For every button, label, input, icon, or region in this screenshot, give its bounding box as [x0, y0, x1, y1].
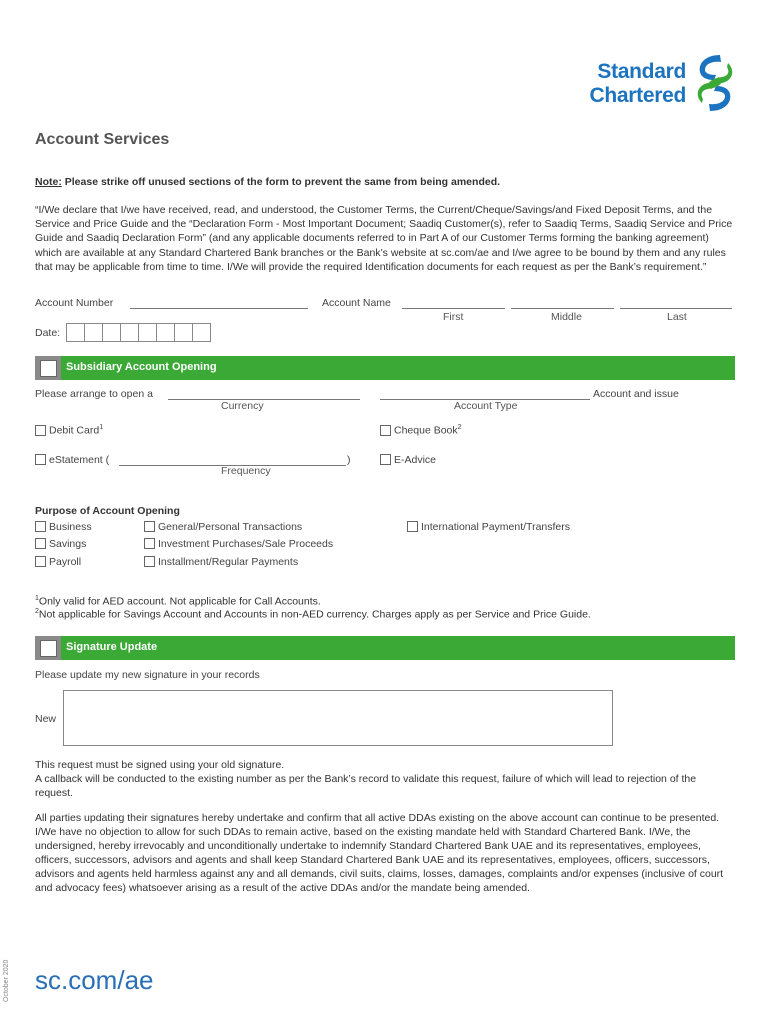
arrange-label: Please arrange to open a	[35, 388, 153, 400]
purpose-option[interactable]	[35, 538, 86, 550]
footnote-ref-1: 1	[99, 424, 104, 431]
page-title: Account Services	[35, 131, 170, 148]
footnote-1-text: Only valid for AED account. Not applicable for Call Accounts.	[38, 595, 321, 608]
date-box[interactable]	[84, 323, 103, 342]
last-name-field[interactable]	[620, 308, 732, 309]
purpose-checkbox[interactable]	[35, 538, 46, 549]
subsidiary-section-header	[35, 356, 735, 380]
signature-section-title: Signature Update	[66, 641, 158, 653]
signature-indemnity-paragraph: All parties updating their signatures hereby undertake and confirm that all active DDAs existing on the above account can continue to be presented. I/We have no objection to allow for such DDAs to remain active, based on the existing mandate held with Standard Chartered Bank. I/We, the undersigned, hereby irrevocably and unconditionally undertake to indemnify Standard Chartered Bank UAE and its representatives, employees, officers, successors, advisors and agents and shall keep Standard Chartered Bank UAE and its representatives, employees, officers, successors, advisors and agents held harmless against any and all demands, civil suits, claims, losses, damages, complaints and/or expenses (inclusive of court and advocacy fees) whatsoever arising as a result of the active DDAs and/or the mandate being amended.	[35, 812, 724, 894]
purpose-option[interactable]	[144, 521, 302, 533]
first-name-field[interactable]	[402, 308, 505, 309]
estatement-checkbox[interactable]	[35, 454, 46, 465]
new-signature-label: New	[35, 713, 57, 725]
footnote-1	[35, 595, 321, 608]
last-name-caption: Last	[667, 311, 687, 323]
debit-card-checkbox[interactable]	[35, 425, 46, 436]
account-type-caption: Account Type	[454, 400, 518, 412]
note-text	[35, 176, 500, 188]
subsidiary-section-title: Subsidiary Account Opening	[66, 361, 217, 373]
purpose-option[interactable]	[35, 556, 81, 568]
estatement-close-paren: )	[347, 454, 351, 466]
currency-field[interactable]	[168, 399, 360, 400]
purpose-checkbox[interactable]	[35, 556, 46, 567]
date-box[interactable]	[120, 323, 139, 342]
footnote-ref-2: 2	[457, 424, 462, 431]
subsidiary-section-checkbox[interactable]	[35, 356, 61, 380]
footer-url: sc.com/ae	[35, 965, 154, 995]
purpose-option[interactable]	[144, 538, 333, 550]
purpose-option[interactable]	[407, 521, 570, 533]
date-box[interactable]	[174, 323, 193, 342]
estatement-option[interactable]	[35, 454, 109, 466]
footnote-2	[35, 608, 591, 621]
frequency-caption: Frequency	[221, 465, 271, 477]
date-box[interactable]	[156, 323, 175, 342]
account-number-field[interactable]	[130, 308, 308, 309]
estatement-label: eStatement (	[49, 454, 110, 466]
purpose-checkbox[interactable]	[35, 521, 46, 532]
purpose-checkbox[interactable]	[144, 521, 155, 532]
middle-name-field[interactable]	[511, 308, 614, 309]
purpose-checkbox[interactable]	[144, 538, 155, 549]
logo-line-1: Standard	[597, 60, 686, 83]
signature-callback-paragraph: This request must be signed using your old signature. A callback will be conducted to the existing number as per the Bank’s record to validate this request, failure of which will lead to rejection of the request.	[35, 759, 697, 799]
new-signature-box[interactable]	[63, 690, 613, 746]
purpose-label: General/Personal Transactions	[158, 521, 303, 533]
purpose-label: Business	[49, 521, 92, 533]
e-advice-checkbox[interactable]	[380, 454, 391, 465]
date-box[interactable]	[138, 323, 157, 342]
signature-section-checkbox[interactable]	[35, 636, 61, 660]
purpose-label: Investment Purchases/Sale Proceeds	[158, 538, 334, 550]
account-number-label: Account Number	[35, 297, 114, 309]
date-box[interactable]	[192, 323, 211, 342]
brand-logo-text	[590, 60, 687, 108]
debit-card-label: Debit Card	[49, 424, 100, 437]
account-name-label: Account Name	[322, 297, 391, 309]
date-box[interactable]	[102, 323, 121, 342]
purpose-checkbox[interactable]	[407, 521, 418, 532]
signature-instruction: Please update my new signature in your records	[35, 669, 260, 681]
account-issue-label: Account and issue	[593, 388, 679, 400]
cheque-book-label: Cheque Book	[394, 424, 458, 437]
signature-section-header	[35, 636, 735, 660]
purpose-label: Installment/Regular Payments	[158, 556, 299, 568]
footnote-2-marker: 2	[35, 608, 39, 615]
debit-card-option[interactable]	[35, 424, 103, 437]
purpose-option[interactable]	[35, 521, 92, 533]
logo-line-2: Chartered	[589, 84, 686, 107]
purpose-label: International Payment/Transfers	[421, 521, 571, 533]
standard-chartered-logo-icon	[692, 53, 738, 113]
declaration-paragraph: “I/We declare that I/we have received, read, and understood, the Customer Terms, the Current/Cheque/Savings/and Fixed Deposit Terms, and the Service and Price Guide and the “Declaration Form - Most Important Document; Saadiq Customer(s), refer to Saadiq Terms, Saadiq Service and Price Guide and Saadiq Declaration Form” (and any applicable documents referred to in Part A of our Customer Terms forming the banking agreement) which are available at any Standard Chartered Bank branches or the Bank’s website at sc.com/ae and I/we agree to be bound by them and any rules that may be applicable from time to time. I/We will provide the required Identification documents for each request as per the Bank’s requirement.”	[35, 204, 733, 273]
date-boxes[interactable]	[66, 323, 210, 343]
first-name-caption: First	[443, 311, 464, 323]
footnote-2-text: Not applicable for Savings Account and Accounts in non-AED currency. Charges apply as per Service and Price Guide.	[38, 608, 591, 621]
purpose-title: Purpose of Account Opening	[35, 505, 180, 517]
purpose-checkbox[interactable]	[144, 556, 155, 567]
footnote-1-marker: 1	[35, 595, 39, 602]
date-box[interactable]	[66, 323, 85, 342]
form-edition-date: October 2020	[3, 959, 10, 1002]
date-label: Date:	[35, 327, 61, 339]
middle-name-caption: Middle	[551, 311, 582, 323]
currency-caption: Currency	[221, 400, 264, 412]
e-advice-option[interactable]	[380, 454, 436, 466]
e-advice-label: E-Advice	[394, 454, 437, 466]
purpose-label: Savings	[49, 538, 87, 550]
cheque-book-option[interactable]	[380, 424, 462, 437]
note-label: Note:	[35, 176, 62, 188]
note-body: Please strike off unused sections of the form to prevent the same from being amended.	[61, 176, 501, 188]
cheque-book-checkbox[interactable]	[380, 425, 391, 436]
purpose-label: Payroll	[49, 556, 82, 568]
purpose-option[interactable]	[144, 556, 298, 568]
